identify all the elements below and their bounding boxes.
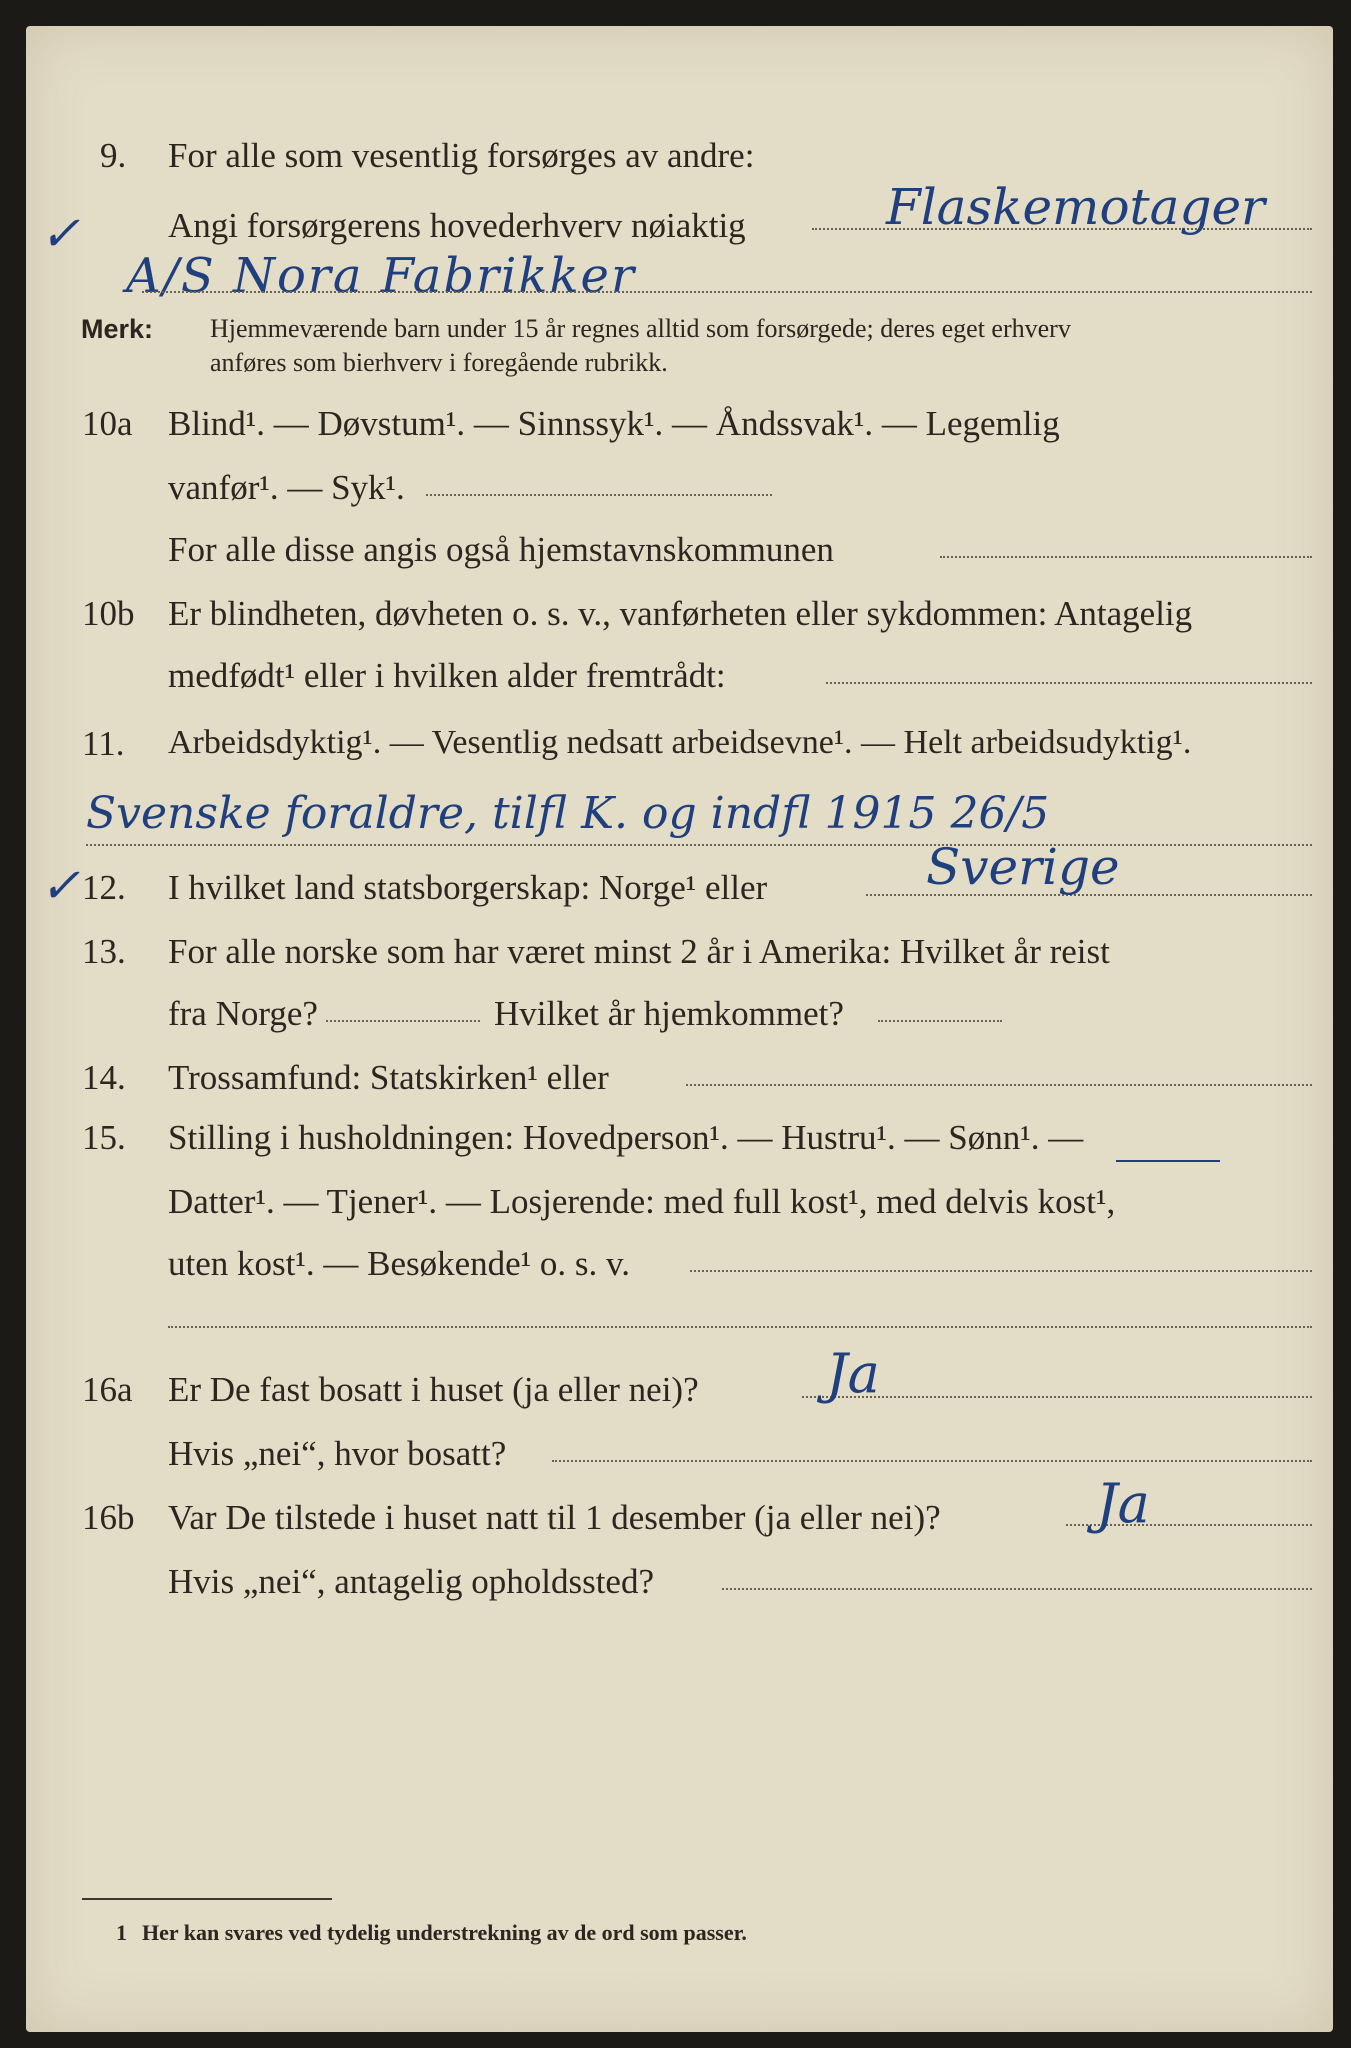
q11-answer-line xyxy=(86,844,1312,846)
q16a-bosatt-line xyxy=(552,1460,1312,1462)
q13-hjemkommet-line xyxy=(878,1020,1002,1022)
q12-number: 12. xyxy=(82,868,126,907)
q14-number: 14. xyxy=(82,1058,126,1097)
q15-number: 15. xyxy=(82,1118,126,1157)
q13-line1: For alle norske som har været minst 2 år i Amerika: Hvilket år reist xyxy=(168,932,1110,971)
q16b-answer-hw[interactable]: Ja xyxy=(1096,1472,1150,1535)
q15-answer-line2 xyxy=(168,1326,1312,1328)
q11-line1: Arbeidsdyktig¹. — Vesentlig nedsatt arbeidsevne¹. — Helt arbeidsudyktig¹. xyxy=(168,724,1192,761)
q16b-opholdssted-line xyxy=(722,1588,1312,1590)
q15-answer-line1 xyxy=(690,1270,1312,1272)
q16a-line1: Er De fast bosatt i huset (ja eller nei)? xyxy=(168,1370,699,1409)
q14-answer-line xyxy=(686,1084,1312,1086)
q10b-line2: medfødt¹ eller i hvilken alder fremtrådt: xyxy=(168,656,726,695)
footnote-rule xyxy=(82,1898,332,1900)
q16a-answer-hw[interactable]: Ja xyxy=(826,1342,880,1405)
merk-line2: anføres som bierhverv i foregående rubrikk. xyxy=(210,348,668,377)
q13-number: 13. xyxy=(82,932,126,971)
q12-answer-hw[interactable]: Sverige xyxy=(926,838,1120,896)
q12-line1: I hvilket land statsborgerskap: Norge¹ eller xyxy=(168,868,768,907)
q14-line1: Trossamfund: Statskirken¹ eller xyxy=(168,1058,609,1097)
footnote-text: Her kan svares ved tydelig understrekning av de ord som passer. xyxy=(142,1920,747,1945)
q16b-number: 16b xyxy=(82,1498,135,1537)
q10a-answer-line xyxy=(426,494,772,496)
q9-answer-hw1[interactable]: Flaskemotager xyxy=(886,178,1265,236)
q10a-line1: Blind¹. — Døvstum¹. — Sinnssyk¹. — Åndssvak¹. — Legemlig xyxy=(168,404,1060,443)
q9-answer-line2 xyxy=(142,291,1312,293)
q9-line2: Angi forsørgerens hovederhverv nøiaktig xyxy=(168,206,746,245)
footnote-mark: 1 xyxy=(116,1920,127,1945)
q9-number: 9. xyxy=(100,136,127,175)
q13-line2a: fra Norge? xyxy=(168,994,318,1033)
q10b-line1: Er blindheten, døvheten o. s. v., vanførheten eller sykdommen: Antagelig xyxy=(168,594,1193,633)
q13-reist-line xyxy=(326,1020,480,1022)
q13-line2b: Hvilket år hjemkommet? xyxy=(494,994,844,1033)
merk-line1: Hjemmeværende barn under 15 år regnes alltid som forsørgede; deres eget erhverv xyxy=(210,314,1071,343)
q10b-number: 10b xyxy=(82,594,135,633)
q16a-number: 16a xyxy=(82,1370,133,1409)
q15-line2: Datter¹. — Tjener¹. — Losjerende: med full kost¹, med delvis kost¹, xyxy=(168,1182,1116,1221)
q10a-number: 10a xyxy=(82,404,133,443)
q16b-line1: Var De tilstede i huset natt til 1 desember (ja eller nei)? xyxy=(168,1498,941,1537)
q9-line1: For alle som vesentlig forsørges av andre: xyxy=(168,136,755,175)
q15-sonn-underline xyxy=(1116,1160,1220,1162)
q15-line1: Stilling i husholdningen: Hovedperson¹. — Hustru¹. — Sønn¹. — xyxy=(168,1118,1084,1157)
q11-answer-hw[interactable]: Svenske foraldre, tilfl K. og indfl 1915 26/5 xyxy=(86,788,1050,839)
census-form-sheet xyxy=(26,26,1333,2032)
checkmark-icon-q12: ✓ xyxy=(40,858,81,914)
checkmark-icon: ✓ xyxy=(40,206,81,262)
q16b-line2: Hvis „nei“, antagelig opholdssted? xyxy=(168,1562,654,1601)
q10a-line3: For alle disse angis også hjemstavnskommunen xyxy=(168,530,834,569)
q16a-line2: Hvis „nei“, hvor bosatt? xyxy=(168,1434,507,1473)
merk-label: Merk: xyxy=(81,314,154,344)
q11-number: 11. xyxy=(82,724,125,763)
q9-answer-hw2[interactable]: A/S Nora Fabrikker xyxy=(126,248,636,304)
q15-line3: uten kost¹. — Besøkende¹ o. s. v. xyxy=(168,1244,631,1283)
q10b-answer-line xyxy=(826,682,1312,684)
q10a-line2: vanfør¹. — Syk¹. xyxy=(168,468,405,507)
q10a-hjemstavn-line xyxy=(940,556,1312,558)
